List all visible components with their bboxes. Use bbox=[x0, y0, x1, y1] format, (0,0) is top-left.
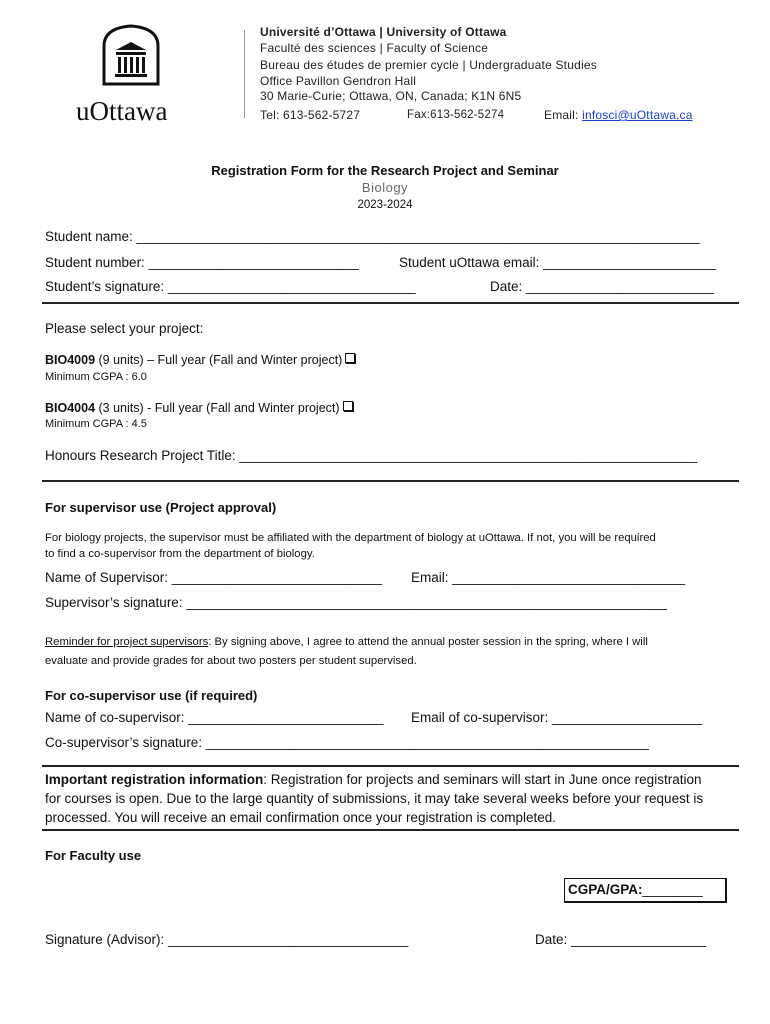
student-email-field[interactable]: Student uOttawa email: _______________________ bbox=[399, 255, 716, 270]
cosupervisor-name-field[interactable]: Name of co-supervisor: __________________________ bbox=[45, 710, 384, 725]
important-info-line1: Important registration information: Registration for projects and seminars will start in June once registration bbox=[45, 772, 702, 787]
checkbox-icon[interactable] bbox=[343, 401, 353, 411]
bio4009-min-cgpa: Minimum CGPA : 6.0 bbox=[45, 371, 147, 383]
project-option-bio4009[interactable]: BIO4009 (9 units) – Full year (Fall and Winter project) bbox=[45, 353, 355, 367]
supervisor-email-field[interactable]: Email: _______________________________ bbox=[411, 570, 686, 585]
section-divider bbox=[42, 302, 739, 304]
form-year: 2023-2024 bbox=[357, 199, 413, 211]
advisor-date-field[interactable]: Date: __________________ bbox=[535, 932, 707, 947]
contact-tel: Tel: 613-562-5727 bbox=[260, 108, 361, 122]
student-name-field[interactable]: Student name: ___________________________________________________________________________ bbox=[45, 229, 700, 244]
office-address: 30 Marie-Curie; Ottawa, ON, Canada; K1N 6N5 bbox=[260, 89, 522, 103]
supervisor-reminder-line1: Reminder for project supervisors: By signing above, I agree to attend the annual poster session in the spring, where I will bbox=[45, 636, 648, 648]
faculty-name: Faculté des sciences | Faculty of Science bbox=[260, 41, 489, 55]
cosupervisor-signature-field[interactable]: Co-supervisor’s signature: ___________________________________________________________ bbox=[45, 735, 649, 750]
student-number-field[interactable]: Student number: ____________________________ bbox=[45, 255, 359, 270]
office-name: Bureau des études de premier cycle | Undergraduate Studies bbox=[260, 58, 597, 72]
important-info-line2: for courses is open. Due to the large quantity of submissions, it may take several weeks before your request is bbox=[45, 791, 704, 806]
supervisor-note-line1: For biology projects, the supervisor must be affiliated with the department of biology at uOttawa. If not, you will be required bbox=[45, 532, 656, 544]
advisor-signature-field[interactable]: Signature (Advisor): ________________________________ bbox=[45, 932, 409, 947]
section-divider bbox=[42, 480, 739, 482]
cosupervisor-email-field[interactable]: Email of co-supervisor: ____________________ bbox=[411, 710, 703, 725]
student-signature-field[interactable]: Student’s signature: _________________________________ bbox=[45, 279, 416, 294]
cgpa-box[interactable] bbox=[564, 878, 727, 903]
form-subject: Biology bbox=[361, 180, 409, 195]
contact-fax: Fax:613-562-5274 bbox=[407, 109, 505, 121]
header-divider bbox=[244, 30, 245, 118]
logo-wordmark: uOttawa bbox=[76, 96, 168, 126]
email-link[interactable]: infosci@uOttawa.ca bbox=[582, 108, 693, 122]
supervisor-reminder-line2: evaluate and provide grades for about two posters per student supervised. bbox=[45, 655, 417, 667]
supervisor-note-line2: to find a co-supervisor from the department of biology. bbox=[45, 548, 315, 560]
supervisor-heading: For supervisor use (Project approval) bbox=[45, 500, 277, 515]
section-divider bbox=[42, 829, 739, 831]
supervisor-signature-field[interactable]: Supervisor’s signature: ________________________________________________________________ bbox=[45, 595, 667, 610]
bio4004-min-cgpa: Minimum CGPA : 4.5 bbox=[45, 418, 147, 430]
project-prompt: Please select your project: bbox=[45, 321, 204, 336]
form-title: Registration Form for the Research Project and Seminar bbox=[211, 163, 559, 178]
uottawa-logo bbox=[72, 22, 190, 132]
section-divider bbox=[42, 765, 739, 767]
cgpa-field: CGPA/GPA:________ bbox=[568, 882, 703, 897]
important-info-line3: processed. You will receive an email confirmation once your registration is completed. bbox=[45, 810, 557, 825]
office-building: Office Pavillon Gendron Hall bbox=[260, 74, 417, 88]
student-date-field[interactable]: Date: _________________________ bbox=[490, 279, 714, 294]
checkbox-icon[interactable] bbox=[345, 353, 355, 363]
university-building-icon bbox=[72, 22, 190, 102]
supervisor-name-field[interactable]: Name of Supervisor: ____________________________ bbox=[45, 570, 383, 585]
cosupervisor-heading: For co-supervisor use (if required) bbox=[45, 688, 258, 703]
contact-email: Email: infosci@uOttawa.ca bbox=[544, 108, 693, 122]
university-name: Université d’Ottawa | University of Ottawa bbox=[260, 25, 507, 39]
project-title-field[interactable]: Honours Research Project Title: _____________________________________________________________ bbox=[45, 448, 698, 463]
faculty-heading: For Faculty use bbox=[45, 848, 142, 863]
project-option-bio4004[interactable]: BIO4004 (3 units) - Full year (Fall and Winter project) bbox=[45, 401, 353, 415]
